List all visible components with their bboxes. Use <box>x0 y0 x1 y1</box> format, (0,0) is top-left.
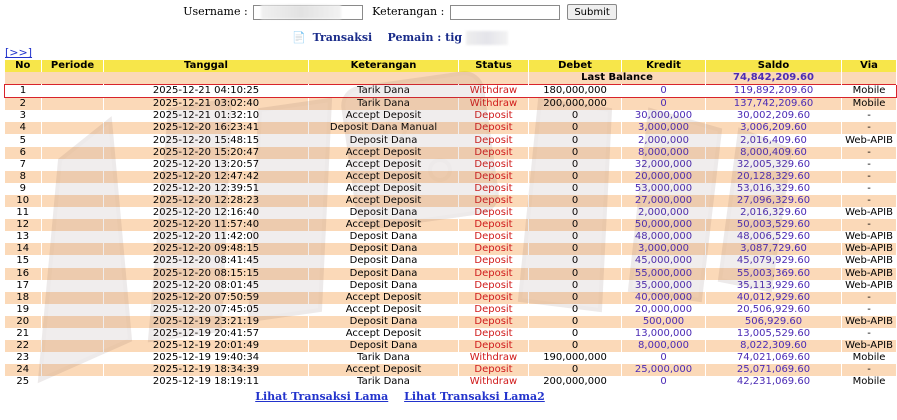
cell-debet: 0 <box>529 364 622 376</box>
cell-keterangan: Accept Deposit <box>309 219 459 231</box>
cell-debet: 0 <box>529 219 622 231</box>
cell-no: 12 <box>5 219 42 231</box>
cell-debet: 180,000,000 <box>529 85 622 98</box>
cell-periode <box>42 98 104 111</box>
cell-debet: 0 <box>529 328 622 340</box>
footer-links <box>0 390 800 403</box>
filter-bar <box>0 4 800 20</box>
cell-status: Withdraw <box>459 85 529 98</box>
keterangan-input[interactable] <box>450 5 560 20</box>
cell-saldo: 35,113,929.60 <box>706 280 842 292</box>
cell-tanggal: 2025-12-20 15:20:47 <box>104 147 309 159</box>
cell-status: Deposit <box>459 255 529 267</box>
cell-debet: 0 <box>529 207 622 219</box>
cell-periode <box>42 316 104 328</box>
cell-saldo: 40,012,929.60 <box>706 292 842 304</box>
cell-status: Deposit <box>459 340 529 352</box>
cell-via: Mobile <box>842 98 897 111</box>
cell-periode <box>42 376 104 388</box>
cell-keterangan: Deposit Dana <box>309 207 459 219</box>
cell-periode <box>42 255 104 267</box>
cell-status: Withdraw <box>459 376 529 388</box>
username-label: Username : <box>183 5 248 18</box>
table-row <box>5 280 897 292</box>
cell-no: 9 <box>5 183 42 195</box>
table-header-row <box>5 60 897 72</box>
cell-keterangan: Deposit Dana <box>309 231 459 243</box>
cell-no: 5 <box>5 134 42 146</box>
table-row <box>5 171 897 183</box>
cell-debet: 0 <box>529 243 622 255</box>
cell-tanggal: 2025-12-20 09:48:15 <box>104 243 309 255</box>
cell-saldo: 8,022,309.60 <box>706 340 842 352</box>
cell-status: Deposit <box>459 280 529 292</box>
cell-no: 4 <box>5 122 42 134</box>
cell-tanggal: 2025-12-20 16:23:41 <box>104 122 309 134</box>
cell-tanggal: 2025-12-20 08:01:45 <box>104 280 309 292</box>
cell-kredit: 0 <box>622 98 706 111</box>
cell-status: Deposit <box>459 304 529 316</box>
cell-via: Web-APIB <box>842 134 897 146</box>
cell-keterangan: Deposit Dana <box>309 134 459 146</box>
cell-keterangan: Deposit Dana <box>309 340 459 352</box>
cell-kredit: 25,000,000 <box>622 364 706 376</box>
cell-status: Deposit <box>459 134 529 146</box>
cell-periode <box>42 340 104 352</box>
cell-saldo: 137,742,209.60 <box>706 98 842 111</box>
table-row <box>5 292 897 304</box>
table-row <box>5 231 897 243</box>
cell-status: Deposit <box>459 207 529 219</box>
cell-no: 16 <box>5 268 42 280</box>
cell-via: Mobile <box>842 85 897 98</box>
cell-kredit: 0 <box>622 376 706 388</box>
cell-tanggal: 2025-12-19 19:40:34 <box>104 352 309 364</box>
cell-debet: 0 <box>529 159 622 171</box>
cell-keterangan: Accept Deposit <box>309 171 459 183</box>
cell-keterangan: Accept Deposit <box>309 364 459 376</box>
cell-tanggal: 2025-12-19 18:34:39 <box>104 364 309 376</box>
cell-kredit: 0 <box>622 352 706 364</box>
cell-tanggal: 2025-12-19 20:01:49 <box>104 340 309 352</box>
cell-debet: 200,000,000 <box>529 98 622 111</box>
col-debet: Debet <box>529 60 622 72</box>
col-via: Via <box>842 60 897 72</box>
cell-status: Deposit <box>459 183 529 195</box>
cell-status: Withdraw <box>459 98 529 111</box>
table-row <box>5 255 897 267</box>
cell-periode <box>42 219 104 231</box>
table-row <box>5 268 897 280</box>
cell-keterangan: Tarik Dana <box>309 98 459 111</box>
table-row <box>5 219 897 231</box>
cell-debet: 0 <box>529 316 622 328</box>
cell-no: 20 <box>5 316 42 328</box>
cell-kredit: 40,000,000 <box>622 292 706 304</box>
cell-debet: 0 <box>529 231 622 243</box>
cell-no: 11 <box>5 207 42 219</box>
cell-no: 6 <box>5 147 42 159</box>
cell-via: - <box>842 147 897 159</box>
cell-debet: 0 <box>529 110 622 122</box>
cell-kredit: 53,000,000 <box>622 183 706 195</box>
cell-periode <box>42 207 104 219</box>
cell-tanggal: 2025-12-21 04:10:25 <box>104 85 309 98</box>
cell-via: Web-APIB <box>842 316 897 328</box>
cell-kredit: 32,000,000 <box>622 159 706 171</box>
cell-debet: 190,000,000 <box>529 352 622 364</box>
cell-tanggal: 2025-12-19 23:21:19 <box>104 316 309 328</box>
cell-saldo: 20,128,329.60 <box>706 171 842 183</box>
cell-kredit: 48,000,000 <box>622 231 706 243</box>
cell-status: Deposit <box>459 147 529 159</box>
col-kredit: Kredit <box>622 60 706 72</box>
cell-periode <box>42 243 104 255</box>
cell-periode <box>42 134 104 146</box>
redacted-username <box>261 5 341 19</box>
cell-kredit: 0 <box>622 85 706 98</box>
title-transaksi: Transaksi <box>312 31 373 44</box>
cell-saldo: 27,096,329.60 <box>706 195 842 207</box>
cell-periode <box>42 328 104 340</box>
table-row <box>5 352 897 364</box>
cell-no: 21 <box>5 328 42 340</box>
cell-no: 13 <box>5 231 42 243</box>
cell-periode <box>42 195 104 207</box>
last-balance-value: 74,842,209.60 <box>706 72 842 85</box>
cell-debet: 0 <box>529 340 622 352</box>
cell-keterangan: Deposit Dana Manual <box>309 122 459 134</box>
cell-no: 2 <box>5 98 42 111</box>
table-row <box>5 340 897 352</box>
last-balance-row <box>5 72 897 85</box>
cell-kredit: 50,000,000 <box>622 219 706 231</box>
keterangan-label: Keterangan : <box>372 5 445 18</box>
cell-status: Deposit <box>459 231 529 243</box>
cell-periode <box>42 280 104 292</box>
table-row <box>5 85 897 98</box>
cell-no: 10 <box>5 195 42 207</box>
cell-debet: 0 <box>529 122 622 134</box>
cell-status: Deposit <box>459 159 529 171</box>
cell-via: - <box>842 304 897 316</box>
cell-no: 22 <box>5 340 42 352</box>
cell-status: Deposit <box>459 110 529 122</box>
cell-keterangan: Accept Deposit <box>309 110 459 122</box>
cell-saldo: 32,005,329.60 <box>706 159 842 171</box>
col-periode: Periode <box>42 60 104 72</box>
cell-no: 15 <box>5 255 42 267</box>
cell-status: Deposit <box>459 219 529 231</box>
table-row <box>5 110 897 122</box>
cell-periode <box>42 292 104 304</box>
cell-via: Mobile <box>842 352 897 364</box>
table-row <box>5 376 897 388</box>
cell-debet: 0 <box>529 134 622 146</box>
table-row <box>5 122 897 134</box>
cell-status: Deposit <box>459 316 529 328</box>
cell-via: Mobile <box>842 376 897 388</box>
cell-kredit: 13,000,000 <box>622 328 706 340</box>
cell-periode <box>42 85 104 98</box>
cell-saldo: 119,892,209.60 <box>706 85 842 98</box>
cell-via: - <box>842 159 897 171</box>
cell-kredit: 8,000,000 <box>622 340 706 352</box>
submit-button[interactable]: Submit <box>567 4 616 20</box>
redacted-player-name <box>466 31 508 45</box>
cell-tanggal: 2025-12-19 18:19:11 <box>104 376 309 388</box>
cell-periode <box>42 159 104 171</box>
cell-keterangan: Tarik Dana <box>309 376 459 388</box>
cell-no: 25 <box>5 376 42 388</box>
cell-kredit: 55,000,000 <box>622 268 706 280</box>
cell-tanggal: 2025-12-20 12:16:40 <box>104 207 309 219</box>
cell-status: Withdraw <box>459 352 529 364</box>
cell-no: 19 <box>5 304 42 316</box>
cell-kredit: 20,000,000 <box>622 304 706 316</box>
cell-status: Deposit <box>459 171 529 183</box>
cell-saldo: 2,016,409.60 <box>706 134 842 146</box>
col-saldo: Saldo <box>706 60 842 72</box>
cell-keterangan: Deposit Dana <box>309 316 459 328</box>
cell-periode <box>42 171 104 183</box>
cell-via: - <box>842 292 897 304</box>
cell-tanggal: 2025-12-20 08:41:45 <box>104 255 309 267</box>
table-row <box>5 98 897 111</box>
document-icon: 📄 <box>292 31 306 44</box>
cell-via: Web-APIB <box>842 340 897 352</box>
cell-keterangan: Accept Deposit <box>309 147 459 159</box>
cell-kredit: 45,000,000 <box>622 255 706 267</box>
cell-kredit: 20,000,000 <box>622 171 706 183</box>
cell-saldo: 45,079,929.60 <box>706 255 842 267</box>
col-no: No <box>5 60 42 72</box>
cell-periode <box>42 364 104 376</box>
cell-debet: 0 <box>529 268 622 280</box>
cell-tanggal: 2025-12-20 11:42:00 <box>104 231 309 243</box>
cell-keterangan: Deposit Dana <box>309 243 459 255</box>
cell-saldo: 13,005,529.60 <box>706 328 842 340</box>
cell-kredit: 8,000,000 <box>622 147 706 159</box>
table-row <box>5 147 897 159</box>
cell-keterangan: Tarik Dana <box>309 85 459 98</box>
cell-debet: 0 <box>529 292 622 304</box>
cell-no: 1 <box>5 85 42 98</box>
cell-saldo: 48,006,529.60 <box>706 231 842 243</box>
cell-periode <box>42 147 104 159</box>
cell-debet: 200,000,000 <box>529 376 622 388</box>
cell-periode <box>42 352 104 364</box>
cell-via: - <box>842 183 897 195</box>
cell-status: Deposit <box>459 364 529 376</box>
cell-no: 18 <box>5 292 42 304</box>
cell-keterangan: Accept Deposit <box>309 304 459 316</box>
cell-debet: 0 <box>529 183 622 195</box>
cell-keterangan: Accept Deposit <box>309 195 459 207</box>
cell-via: - <box>842 219 897 231</box>
cell-status: Deposit <box>459 292 529 304</box>
cell-tanggal: 2025-12-20 08:15:15 <box>104 268 309 280</box>
cell-no: 23 <box>5 352 42 364</box>
cell-saldo: 3,006,209.60 <box>706 122 842 134</box>
cell-kredit: 27,000,000 <box>622 195 706 207</box>
cell-saldo: 30,002,209.60 <box>706 110 842 122</box>
cell-debet: 0 <box>529 280 622 292</box>
cell-via: Web-APIB <box>842 243 897 255</box>
cell-kredit: 2,000,000 <box>622 134 706 146</box>
cell-keterangan: Tarik Dana <box>309 352 459 364</box>
transactions-table <box>4 60 897 388</box>
cell-debet: 0 <box>529 147 622 159</box>
cell-periode <box>42 183 104 195</box>
table-row <box>5 183 897 195</box>
cell-kredit: 500,000 <box>622 316 706 328</box>
cell-tanggal: 2025-12-20 07:45:05 <box>104 304 309 316</box>
cell-via: Web-APIB <box>842 280 897 292</box>
cell-no: 8 <box>5 171 42 183</box>
cell-status: Deposit <box>459 195 529 207</box>
cell-tanggal: 2025-12-21 01:32:10 <box>104 110 309 122</box>
cell-saldo: 53,016,329.60 <box>706 183 842 195</box>
cell-status: Deposit <box>459 243 529 255</box>
cell-periode <box>42 304 104 316</box>
cell-kredit: 3,000,000 <box>622 122 706 134</box>
cell-keterangan: Accept Deposit <box>309 183 459 195</box>
cell-no: 14 <box>5 243 42 255</box>
cell-via: Web-APIB <box>842 268 897 280</box>
title-pemain: Pemain : tig <box>387 31 463 44</box>
cell-debet: 0 <box>529 195 622 207</box>
table-row <box>5 243 897 255</box>
cell-status: Deposit <box>459 268 529 280</box>
cell-periode <box>42 122 104 134</box>
cell-saldo: 8,000,409.60 <box>706 147 842 159</box>
cell-keterangan: Deposit Dana <box>309 280 459 292</box>
cell-no: 17 <box>5 280 42 292</box>
cell-via: Web-APIB <box>842 231 897 243</box>
cell-debet: 0 <box>529 255 622 267</box>
table-row <box>5 316 897 328</box>
cell-periode <box>42 110 104 122</box>
cell-periode <box>42 268 104 280</box>
cell-saldo: 506,929.60 <box>706 316 842 328</box>
cell-tanggal: 2025-12-20 12:28:23 <box>104 195 309 207</box>
cell-status: Deposit <box>459 328 529 340</box>
table-row <box>5 304 897 316</box>
col-keterangan: Keterangan <box>309 60 459 72</box>
table-row <box>5 364 897 376</box>
cell-kredit: 2,000,000 <box>622 207 706 219</box>
cell-status: Deposit <box>459 122 529 134</box>
cell-kredit: 30,000,000 <box>622 110 706 122</box>
table-row <box>5 207 897 219</box>
cell-tanggal: 2025-12-20 07:50:59 <box>104 292 309 304</box>
table-row <box>5 159 897 171</box>
cell-kredit: 35,000,000 <box>622 280 706 292</box>
col-status: Status <box>459 60 529 72</box>
cell-no: 3 <box>5 110 42 122</box>
cell-via: - <box>842 171 897 183</box>
cell-saldo: 74,021,069.60 <box>706 352 842 364</box>
next-page-link[interactable]: [>>] <box>5 46 33 59</box>
cell-via: Web-APIB <box>842 207 897 219</box>
cell-keterangan: Deposit Dana <box>309 268 459 280</box>
cell-saldo: 55,003,369.60 <box>706 268 842 280</box>
cell-tanggal: 2025-12-20 11:57:40 <box>104 219 309 231</box>
cell-tanggal: 2025-12-19 20:41:57 <box>104 328 309 340</box>
cell-kredit: 3,000,000 <box>622 243 706 255</box>
cell-saldo: 25,071,069.60 <box>706 364 842 376</box>
cell-saldo: 50,003,529.60 <box>706 219 842 231</box>
cell-debet: 0 <box>529 171 622 183</box>
cell-keterangan: Accept Deposit <box>309 328 459 340</box>
cell-tanggal: 2025-12-20 13:20:57 <box>104 159 309 171</box>
cell-keterangan: Accept Deposit <box>309 292 459 304</box>
cell-keterangan: Deposit Dana <box>309 255 459 267</box>
cell-no: 7 <box>5 159 42 171</box>
col-tanggal: Tanggal <box>104 60 309 72</box>
cell-keterangan: Accept Deposit <box>309 159 459 171</box>
table-row <box>5 195 897 207</box>
cell-periode <box>42 231 104 243</box>
cell-via: - <box>842 364 897 376</box>
cell-saldo: 42,231,069.60 <box>706 376 842 388</box>
cell-tanggal: 2025-12-20 12:39:51 <box>104 183 309 195</box>
cell-no: 24 <box>5 364 42 376</box>
cell-tanggal: 2025-12-20 15:48:15 <box>104 134 309 146</box>
cell-debet: 0 <box>529 304 622 316</box>
cell-tanggal: 2025-12-21 03:02:40 <box>104 98 309 111</box>
cell-via: - <box>842 328 897 340</box>
cell-saldo: 20,506,929.60 <box>706 304 842 316</box>
cell-via: - <box>842 195 897 207</box>
cell-via: Web-APIB <box>842 255 897 267</box>
page-title <box>0 31 800 45</box>
cell-saldo: 3,087,729.60 <box>706 243 842 255</box>
cell-tanggal: 2025-12-20 12:47:42 <box>104 171 309 183</box>
table-row <box>5 328 897 340</box>
last-balance-label: Last Balance <box>529 72 706 85</box>
link-transaksi-lama2[interactable]: Lihat Transaksi Lama2 <box>404 390 545 403</box>
table-row <box>5 134 897 146</box>
cell-via: - <box>842 122 897 134</box>
link-transaksi-lama[interactable]: Lihat Transaksi Lama <box>255 390 389 403</box>
cell-via: - <box>842 110 897 122</box>
cell-saldo: 2,016,329.60 <box>706 207 842 219</box>
